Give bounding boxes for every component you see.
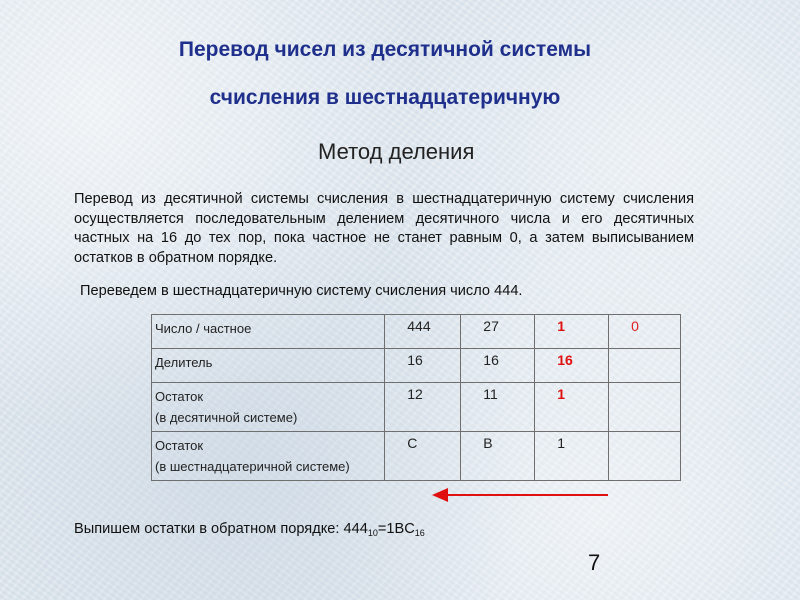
subtitle: Метод деления — [318, 139, 475, 164]
table-cell: B — [461, 432, 535, 481]
table-row — [152, 383, 681, 432]
table-cell-empty — [609, 383, 681, 432]
row-label: Делитель — [152, 349, 385, 383]
row-label — [152, 432, 385, 481]
row-label-line2: (в десятичной системе) — [155, 410, 298, 425]
result-base-from: 10 — [367, 528, 378, 538]
table-cell-highlight: 1 — [535, 315, 609, 349]
title-line-1: Перевод чисел из десятичной системы — [178, 38, 592, 61]
table-cell-highlight: 1 — [535, 383, 609, 432]
result-value: =1BC — [377, 521, 415, 537]
table-cell-empty — [609, 432, 681, 481]
table-row — [152, 315, 681, 349]
result-line — [74, 521, 425, 538]
row-label: Число / частное — [152, 315, 385, 349]
row-label-line2: (в шестнадцатеричной системе) — [155, 459, 350, 474]
table-cell: 444 — [385, 315, 461, 349]
title-line-2: счисления в шестнадцатеричную — [209, 86, 561, 109]
description-paragraph: Перевод из десятичной системы счисления в шестнадцатеричную систему счисления осуществляется последовательным делением десятичного числа и его десятичных частных на 16 до тех пор, пока частное не станет равным 0, а затем выписыванием остатков в обратном порядке. — [74, 191, 694, 266]
table-cell: 12 — [385, 383, 461, 432]
table-cell-highlight: 16 — [535, 349, 609, 383]
table-cell: 11 — [461, 383, 535, 432]
table-cell-empty — [609, 349, 681, 383]
table-row — [152, 349, 681, 383]
table-cell: 16 — [461, 349, 535, 383]
left-arrow-icon — [430, 484, 615, 506]
conversion-table — [151, 314, 681, 481]
row-label — [152, 383, 385, 432]
row-label-line1: Остаток — [155, 389, 204, 404]
table-row — [152, 432, 681, 481]
table-cell-zero: 0 — [609, 315, 681, 349]
row-label-line1: Остаток — [155, 438, 204, 453]
table-cell: 27 — [461, 315, 535, 349]
table-cell: 1 — [535, 432, 609, 481]
result-prefix: Выпишем остатки в обратном порядке: — [74, 521, 344, 537]
page-number: 7 — [588, 550, 601, 575]
result-number: 444 — [343, 521, 368, 537]
result-base-to: 16 — [414, 528, 425, 538]
task-statement: Переведем в шестнадцатеричную систему счисления число 444. — [80, 283, 523, 299]
table-cell: 16 — [385, 349, 461, 383]
table-cell: C — [385, 432, 461, 481]
